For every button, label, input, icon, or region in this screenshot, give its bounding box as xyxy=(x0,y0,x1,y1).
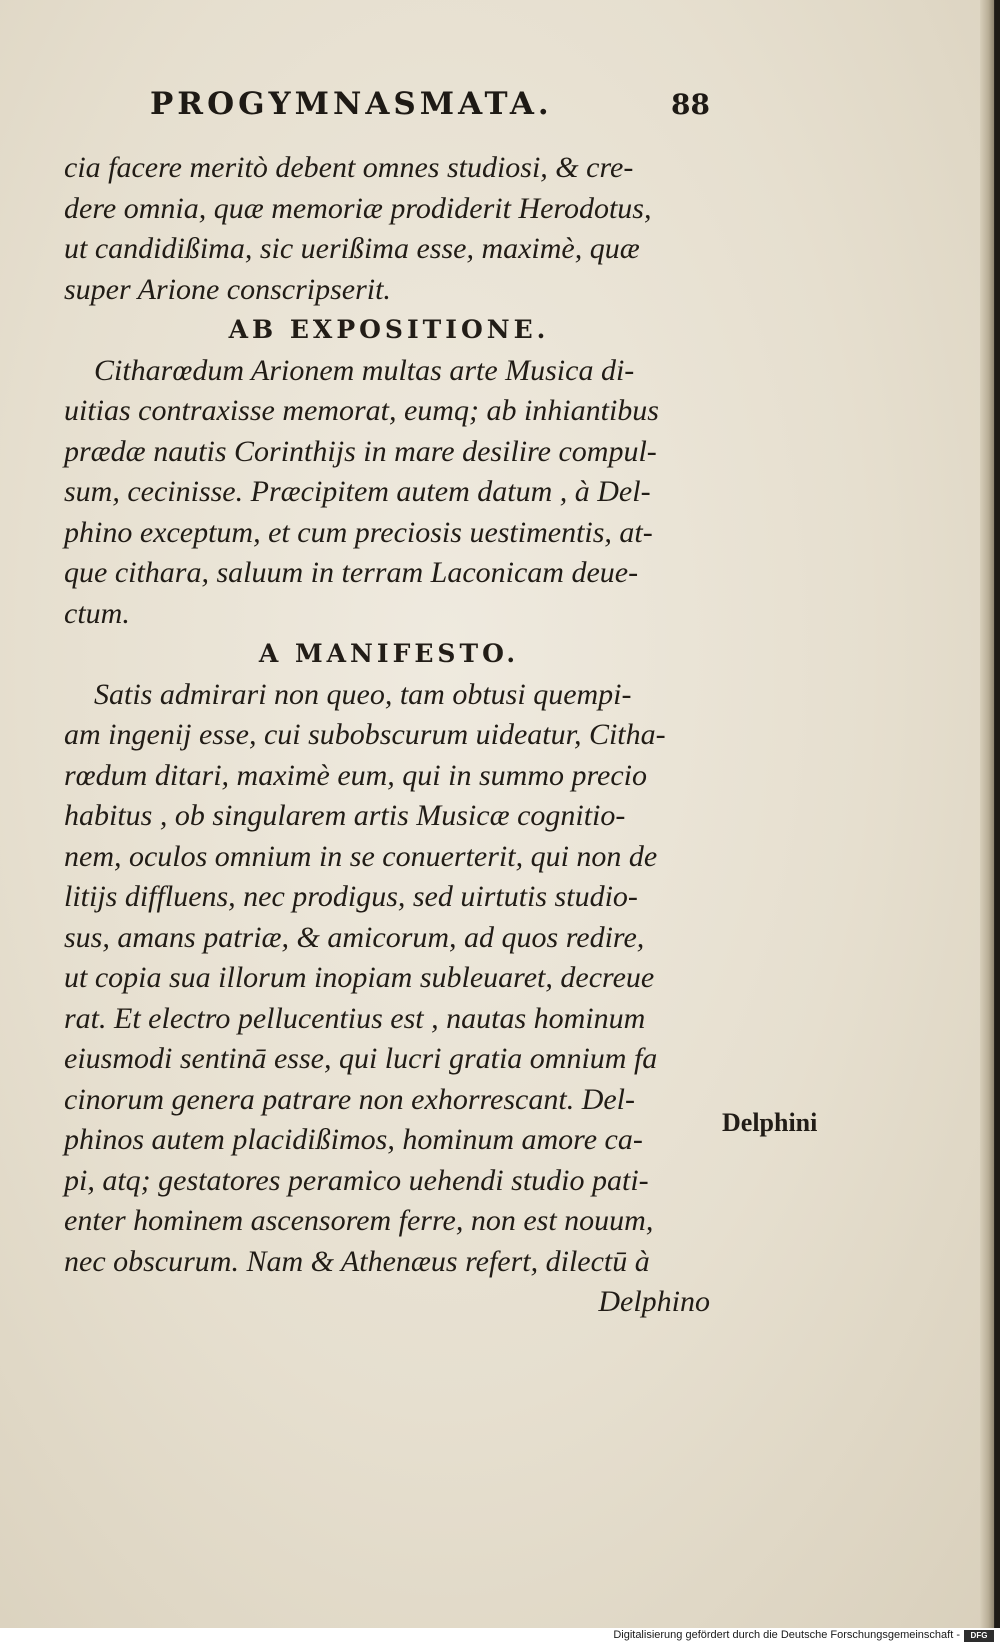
text-line: nec obscurum. Nam & Athenæus refert, dilectū à xyxy=(64,1244,650,1278)
text-line: pi, atq; gestatores peramico uehendi studio pati- xyxy=(64,1163,649,1197)
section-heading: A MANIFESTO. xyxy=(258,639,520,668)
text-line: ut copia sua illorum inopiam subleuaret, decreue xyxy=(64,961,655,994)
text-line: litijs diffluens, nec prodigus, sed uirtutis studio- xyxy=(64,880,638,913)
text-line: phino exceptum, et cum preciosis uestimentis, at- xyxy=(64,515,653,549)
page-number: 88 xyxy=(671,88,710,121)
section-heading: AB EXPOSITIONE. xyxy=(228,315,550,344)
text-line: rat. Et electro pellucentius est , nautas hominum xyxy=(64,1001,646,1035)
text-line: nem, oculos omnium in se conuerterit, qui non de xyxy=(64,839,658,873)
text-line: ut candidißima, sic uerißima esse, maximè, quæ xyxy=(64,232,640,265)
text-line: rœdum ditari, maximè eum, qui in summo precio xyxy=(64,758,648,792)
funding-credit: Digitalisierung gefördert durch die Deutsche Forschungsgemeinschaft - xyxy=(613,1629,960,1641)
dfg-logo-icon: DFG xyxy=(964,1630,994,1642)
running-head: PROGYMNASMATA. xyxy=(150,86,553,122)
text-line: cinorum genera patrare non exhorrescant. Del- xyxy=(64,1082,635,1116)
page-edge-shadow xyxy=(980,0,994,1628)
text-line: habitus , ob singularem artis Musicæ cognitio- xyxy=(64,799,626,832)
marginal-note: Delphini xyxy=(722,1108,818,1137)
text-line: uitias contraxisse memorat, eumq; ab inhiantibus xyxy=(64,394,659,427)
catchword: Delphino xyxy=(598,1285,710,1318)
text-line: sus, amans patriæ, & amicorum, ad quos redire, xyxy=(64,920,645,954)
main-text xyxy=(64,148,714,1323)
text-line: cia facere meritò debent omnes studiosi, & cre- xyxy=(64,151,634,184)
text-line: phinos autem placidißimos, hominum amore ca- xyxy=(64,1123,643,1156)
page-header xyxy=(150,86,710,126)
text-line: eiusmodi sentinā esse, qui lucri gratia omnium fa xyxy=(64,1042,658,1075)
digitization-footer xyxy=(0,1628,1000,1645)
text-line: ctum. xyxy=(64,596,130,630)
text-line: super Arione conscripserit. xyxy=(64,272,391,306)
text-line: que cithara, saluum in terram Laconicam deue- xyxy=(64,556,639,589)
text-line: sum, cecinisse. Præcipitem autem datum , à Del- xyxy=(64,475,651,508)
text-line: Satis admirari non queo, tam obtusi quempi- xyxy=(94,677,632,711)
text-line: enter hominem ascensorem ferre, non est nouum, xyxy=(64,1204,654,1237)
text-line: prædæ nautis Corinthijs in mare desilire compul- xyxy=(64,434,657,468)
text-line: dere omnia, quæ memoriæ prodiderit Herodotus, xyxy=(64,191,652,225)
text-line: Citharœdum Arionem multas arte Musica di- xyxy=(94,353,635,387)
text-line: am ingenij esse, cui subobscurum uideatur, Citha- xyxy=(64,718,666,751)
